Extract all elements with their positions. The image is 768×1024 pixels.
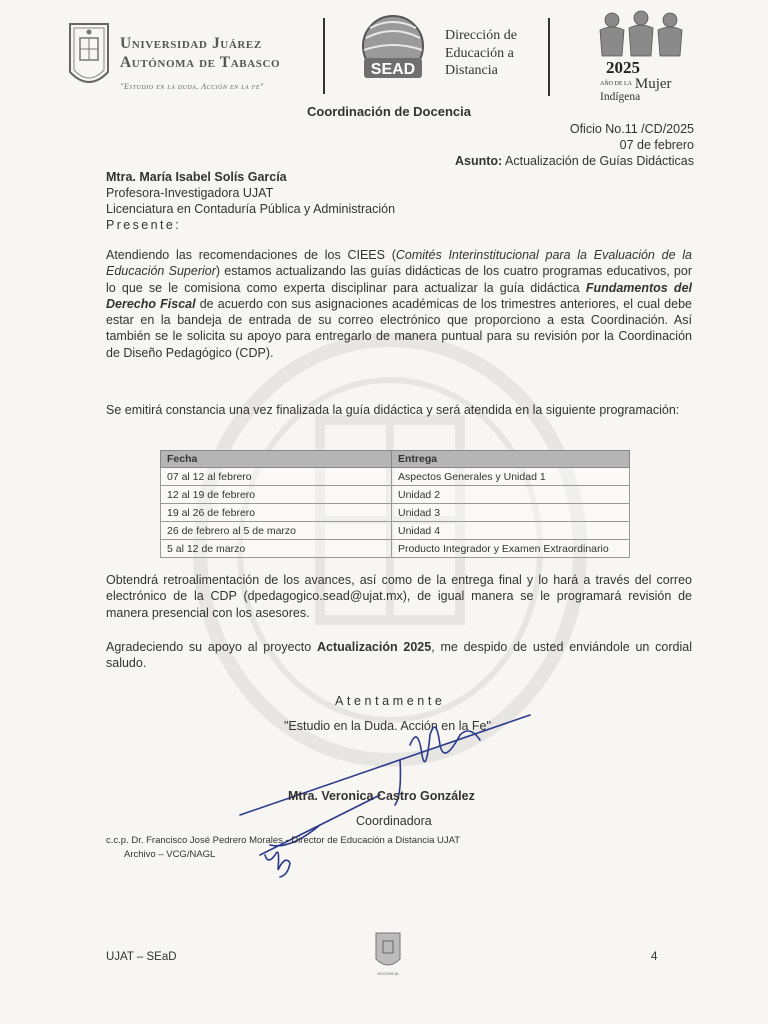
university-name [120, 34, 280, 72]
table-cell-delivery: Unidad 2 [392, 486, 630, 504]
table-cell-date: 12 al 19 de febrero [161, 486, 392, 504]
recipient-greeting: Presente: [106, 218, 182, 232]
direction-line3: Distancia [445, 63, 498, 78]
table-cell-date: 07 al 12 al febrero [161, 468, 392, 486]
paragraph-1 [106, 247, 692, 361]
table-cell-date: 26 de febrero al 5 de marzo [161, 522, 392, 540]
sead-logo [356, 14, 430, 82]
signer-role: Coordinadora [356, 814, 432, 828]
table-cell-delivery: Unidad 3 [392, 504, 630, 522]
memo-subject [455, 153, 694, 169]
subject-label: Asunto: [455, 154, 503, 168]
closing-atentamente: Atentamente [335, 694, 446, 708]
cc-line-1: c.c.p. Dr. Francisco José Pedrero Morales - Director de Educación a Distancia UJAT [106, 835, 461, 846]
footer-seal-text: DOCENCIA [377, 971, 399, 976]
table-row [161, 522, 630, 540]
table-cell-delivery: Producto Integrador y Examen Extraordinario [392, 540, 630, 558]
p1-part-b: ) estamos actualizando las guías didácticas de los cuatro programas educativos, por lo que se le comisiona como experta disciplinar para actualizar la guía didáctica [106, 264, 692, 295]
year-dedication-line2: Indígena [600, 91, 641, 103]
closing-motto: "Estudio en la Duda. Acción en la Fe" [284, 719, 491, 733]
recipient-program: Licenciatura en Contaduría Pública y Administración [106, 202, 396, 216]
table-cell-delivery: Unidad 4 [392, 522, 630, 540]
p1-guide-title: Fundamentos del Derecho Fiscal [106, 280, 692, 311]
university-name-line1: Universidad Juárez [120, 35, 262, 52]
university-motto: "Estudio en la duda. Acción en la fe" [120, 82, 264, 91]
footer-label: UJAT – SEaD [106, 951, 177, 963]
schedule-table [160, 450, 630, 558]
direction-line1: Dirección de [445, 28, 517, 43]
p4-part-b: , me despido de usted enviándole un cordial saludo. [106, 640, 692, 671]
table-row [161, 486, 630, 504]
p4-project-name: Actualización 2025 [317, 640, 432, 654]
table-cell-date: 5 al 12 de marzo [161, 540, 392, 558]
memo-reference [455, 121, 694, 169]
table-row [161, 540, 630, 558]
sead-logo-text: SEAD [370, 61, 416, 78]
p1-part-a: Atendiendo las recomendaciones de los CIEES ( [106, 248, 396, 262]
year-dedication-small: AÑO DE LA [600, 81, 632, 87]
table-header-row [161, 451, 630, 468]
memo-date: 07 de febrero [619, 138, 694, 152]
signer-name: Mtra. Veronica Castro González [288, 789, 475, 803]
year-dedication-line1: Mujer [634, 76, 672, 92]
p1-ciees-name: Comités Interinstitucional para la Evaluación de la Educación Superior [106, 248, 692, 279]
paragraph-3: Obtendrá retroalimentación de los avances, así como de la entrega final y lo hará a través del correo electrónico de la CDP (dpedagogico.sead@ujat.mx), de igual manera se le programará revisión de manera presencial con los asesores. [106, 573, 692, 620]
table-row [161, 468, 630, 486]
university-seal-icon [64, 20, 114, 92]
table-row [161, 504, 630, 522]
oficio-number: Oficio No.11 /CD/2025 [569, 122, 694, 136]
column-header-entrega: Entrega [392, 451, 630, 468]
university-name-line2: Autónoma de Tabasco [120, 54, 281, 71]
recipient-name: Mtra. María Isabel Solís García [106, 170, 287, 184]
recipient-block [106, 169, 395, 233]
paragraph-2: Se emitirá constancia una vez finalizada la guía didáctica y será atendida en la siguiente programación: [106, 403, 680, 417]
header-divider-2 [548, 18, 550, 96]
table-cell-delivery: Aspectos Generales y Unidad 1 [392, 468, 630, 486]
recipient-role: Profesora-Investigadora UJAT [106, 186, 274, 200]
year-dedication [600, 78, 672, 103]
office-title: Coordinación de Docencia [307, 104, 471, 119]
paragraph-4 [106, 639, 692, 672]
carbon-copy [106, 834, 460, 862]
page-number: 4 [651, 951, 658, 963]
cc-line-2: Archivo – VCG/NAGL [124, 849, 216, 860]
p4-part-a: Agradeciendo su apoyo al proyecto [106, 640, 318, 654]
p1-part-c: de acuerdo con sus asignaciones académicas de los trimestres anteriores, el cual debe estar en la bandeja de entrada de su correo electrónico que proporciono a esta Coordinación. Así también se le solicita su apoyo para entregarlo de manera puntual para su revisión por la Coordinación de Diseño Pedagógico (CDP). [106, 296, 692, 360]
column-header-fecha: Fecha [161, 451, 392, 468]
docencia-seal-icon [371, 929, 405, 977]
header-divider [323, 18, 325, 94]
direction-line2: Educación a [445, 45, 514, 61]
distance-education-direction [445, 27, 517, 80]
year-label: 2025 [606, 58, 640, 77]
table-cell-date: 19 al 26 de febrero [161, 504, 392, 522]
subject-text: Actualización de Guías Didácticas [505, 154, 694, 168]
